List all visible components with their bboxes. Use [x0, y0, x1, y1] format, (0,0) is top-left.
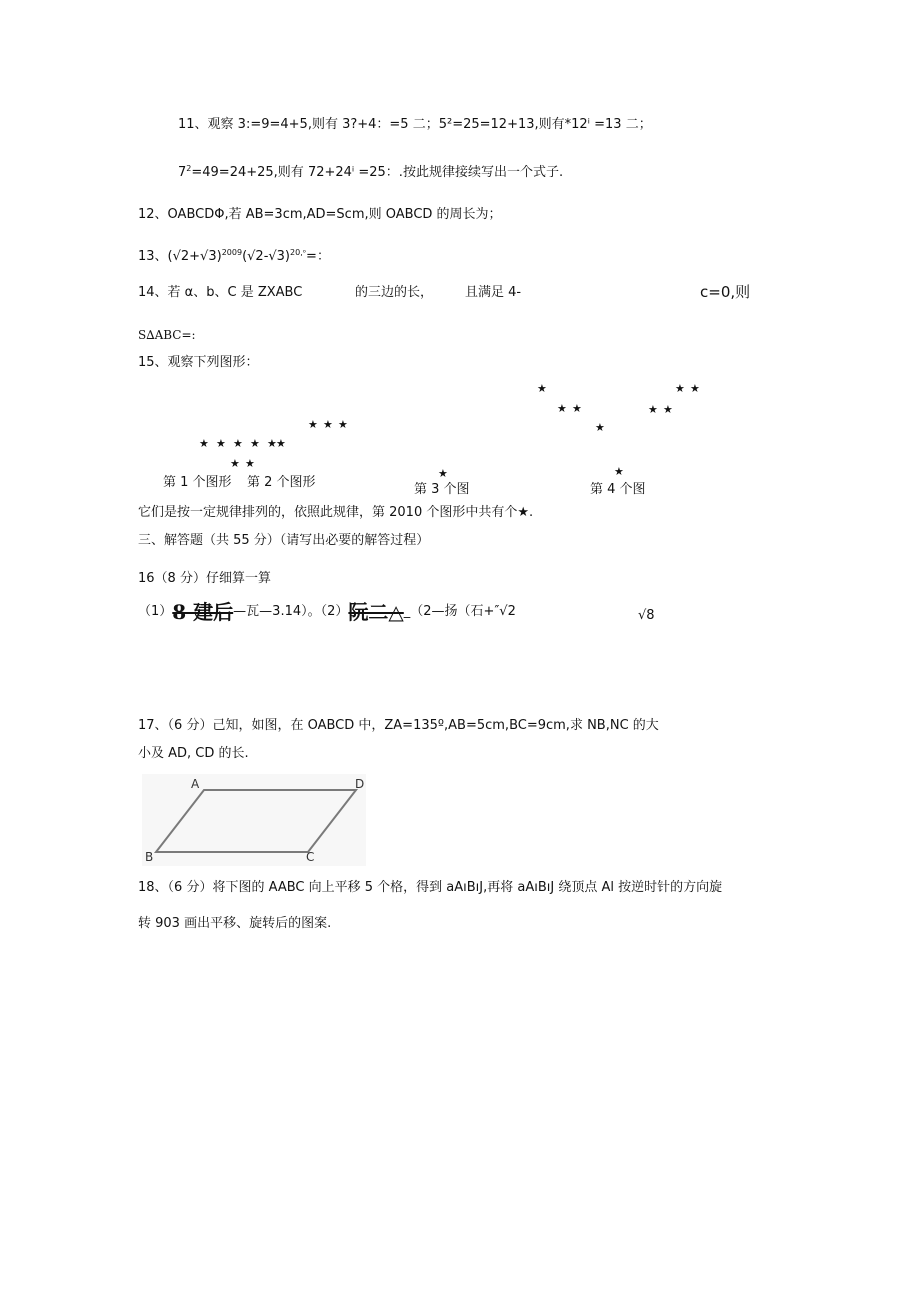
vertex-label-a: A	[191, 777, 200, 791]
q17-line2: 小及 AD, CD 的长.	[138, 746, 249, 761]
star: ★	[537, 382, 547, 395]
star: ★	[199, 437, 209, 450]
q12-text: 12、OABCDΦ,若 AB=3cm,AD=Scm,则 OABCD 的周长为；	[138, 207, 502, 222]
star: ★	[267, 437, 277, 450]
q14-part3: 且满足 4-	[465, 285, 522, 300]
q13-equals: =：	[306, 249, 330, 264]
star: ★	[648, 403, 658, 416]
star: ★	[323, 418, 333, 431]
q15-label-3: 第 3 个图	[414, 482, 470, 497]
q13-expr2: (√2-√3)	[242, 249, 291, 264]
q14-part1: 14、若 α、b、C 是 ZXABC	[138, 285, 303, 300]
q13-exp2: 20,ᵒ	[290, 248, 307, 257]
star: ★	[338, 418, 348, 431]
q15-label-1: 第 1 个图形	[163, 475, 232, 490]
vertex-label-d: D	[355, 777, 365, 791]
star: ★	[216, 437, 226, 450]
q16-expr1-tail: —瓦—3.14）。（2）	[233, 604, 349, 619]
star: ★	[230, 457, 240, 470]
star: ★	[614, 465, 624, 478]
q16-sqrt8: √8	[638, 608, 655, 623]
q16-expr2-tail: _（2—扬（石+″√2	[403, 604, 516, 619]
star: ★	[595, 421, 605, 434]
q14-part4: c=0,则	[700, 283, 751, 301]
q16-part1-label: （1）	[138, 604, 173, 619]
q17-line1: 17、（6 分）己知，如图，在 OABCD 中，ZA=135º,AB=5cm,BC=9cm,求 NB,NC 的大	[138, 718, 659, 733]
q15-title: 15、观察下列图形：	[138, 355, 259, 370]
star: ★	[663, 403, 673, 416]
q18-line2: 转 903 画出平移、旋转后的图案.	[138, 916, 332, 931]
q13-text	[138, 250, 330, 263]
q18-line1: 18、（6 分）将下图的 AABC 向上平移 5 个格，得到 aAıBıJ,再将 aAıBıJ 绕顶点 Al 按逆时针的方向旋	[138, 880, 723, 895]
star: ★	[557, 402, 567, 415]
section-3-heading: 三、解答题（共 55 分）（请写出必要的解答过程）	[138, 533, 430, 548]
q11-line2-base: 7	[178, 165, 187, 180]
q15-label-4: 第 4 个图	[590, 482, 646, 497]
q14-line2: S∆ABC=:	[138, 328, 196, 342]
vertex-label-c: C	[306, 850, 315, 864]
q11-line2	[178, 166, 563, 179]
q11-line2-exponent: 2	[186, 164, 192, 173]
q13-expr1: 13、(√2+√3)	[138, 249, 222, 264]
q15-conclusion: 它们是按一定规律排列的，依照此规律，第 2010 个图形中共有个★.	[138, 505, 534, 520]
star: ★	[276, 437, 286, 450]
vertex-label-b: B	[145, 850, 154, 864]
star: ★	[572, 402, 582, 415]
q15-label-2: 第 2 个图形	[247, 475, 316, 490]
q16-expr1-handwritten: 8 建后	[172, 600, 234, 624]
q16-expressions	[138, 600, 516, 625]
q11-line1: 11、观察 3:=9=4+5,则有 3?+4：=5 二；5²=25=12+13,则有*12ⁱ =13 二；	[178, 117, 652, 132]
star: ★	[438, 467, 448, 480]
parallelogram-abcd	[156, 790, 356, 852]
q11-line2-rest: =49=24+25,则有 72+24ⁱ =25：.按此规律接续写出一个式子.	[191, 165, 564, 180]
star: ★	[245, 457, 255, 470]
star: ★	[233, 437, 243, 450]
star: ★	[690, 382, 700, 395]
star: ★	[675, 382, 685, 395]
q16-expr2-handwritten: 阮二△	[348, 600, 404, 624]
parallelogram-figure	[142, 774, 366, 866]
q16-title: 16（8 分）仔细算一算	[138, 571, 271, 586]
star: ★	[250, 437, 260, 450]
q13-exp1: 2009	[221, 248, 243, 257]
star: ★	[308, 418, 318, 431]
q14-part2: 的三边的长，	[355, 285, 434, 300]
